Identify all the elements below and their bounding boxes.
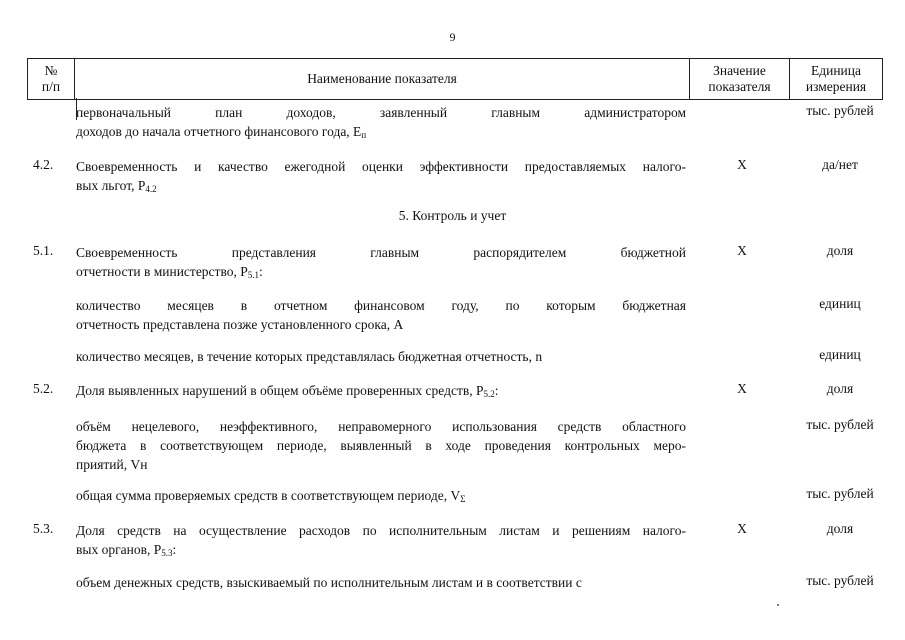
row-number: 5.2. [33, 381, 54, 396]
indicator-line: количество месяцев в отчетном финансовом году, по которым бюджетная [76, 298, 686, 313]
indicator-name [76, 296, 686, 334]
indicator-name [76, 486, 686, 509]
indicator-line: Доля средств на осуществление расходов по исполнительным листам и решениям налого- [76, 523, 686, 538]
section-title: 5. Контроль и учет [398, 208, 507, 223]
indicator-unit: единиц [819, 347, 861, 362]
row-number: 5.3. [33, 521, 54, 536]
indicator-value: Х [737, 157, 747, 172]
indicator-name [76, 573, 686, 592]
row-number: 4.2. [33, 157, 54, 172]
indicator-name [76, 157, 686, 199]
header-name: Наименование показателя [75, 59, 690, 99]
header-unit: Единица измерения [805, 63, 867, 94]
symbol-subscript: 5.3 [161, 548, 173, 558]
indicator-line: бюджета в соответствующем периоде, выявленный в ходе проведения контрольных меро- [76, 438, 686, 453]
symbol-subscript: 5.2 [483, 389, 495, 399]
indicator-name [76, 243, 686, 285]
indicator-line: вых льгот, $P_{4.2}$ [76, 178, 157, 194]
header-num: № п/п [28, 59, 75, 99]
indicator-line: приятий, Vн [76, 457, 148, 472]
symbol-subscript: п [361, 130, 367, 140]
indicator-line: объём нецелевого, неэффективного, неправомерного использования средств областного [76, 419, 686, 434]
symbol-subscript: 4.2 [145, 184, 157, 194]
indicator-unit: тыс. рублей [806, 417, 874, 432]
page-number: 9 [449, 30, 456, 44]
indicator-unit: доля [826, 521, 854, 536]
indicator-name [76, 381, 686, 404]
indicator-unit: доля [826, 243, 854, 258]
indicator-line: доходов до начала отчетного финансового года, $E_п$ [76, 124, 367, 140]
symbol-subscript: Σ [460, 494, 466, 504]
indicator-line: объем денежных средств, взыскиваемый по исполнительным листам и в соответствии с [76, 575, 582, 590]
indicator-unit: тыс. рублей [806, 573, 874, 588]
scan-speck [777, 604, 779, 606]
symbol-subscript: 5.1 [247, 270, 259, 280]
indicator-unit: единиц [819, 296, 861, 311]
indicator-name [76, 521, 686, 563]
indicator-line: отчетности в министерство, $P_{5.1}$: [76, 264, 263, 280]
indicator-name [76, 347, 686, 366]
indicator-unit: тыс. рублей [806, 486, 874, 501]
indicator-line: Своевременность и качество ежегодной оценки эффективности предоставляемых налого- [76, 159, 686, 174]
indicator-value: Х [737, 521, 747, 536]
table-header [27, 58, 883, 100]
indicator-unit: тыс. рублей [806, 103, 874, 118]
indicator-value: Х [737, 243, 747, 258]
indicator-line: Доля выявленных нарушений в общем объёме проверенных средств, $P_{5.2}$: [76, 383, 499, 399]
header-value: Значение показателя [690, 59, 790, 99]
indicator-line: количество месяцев, в течение которых представлялась бюджетная отчетность, n [76, 349, 543, 364]
indicator-unit: доля [826, 381, 854, 396]
indicator-unit: да/нет [822, 157, 858, 172]
indicator-name [76, 103, 686, 145]
indicator-line: первоначальный план доходов, заявленный главным администратором [76, 105, 686, 120]
indicator-name [76, 417, 686, 474]
indicator-line: отчетность представлена позже установленного срока, A [76, 317, 404, 332]
indicator-value: Х [737, 381, 747, 396]
indicator-line: вых органов, $P_{5.3}$: [76, 542, 177, 558]
indicator-line: общая сумма проверяемых средств в соответствующем периоде, $V_\Sigma$ [76, 488, 466, 504]
row-number: 5.1. [33, 243, 54, 258]
indicator-line: Своевременность представления главным распорядителем бюджетной [76, 245, 686, 260]
